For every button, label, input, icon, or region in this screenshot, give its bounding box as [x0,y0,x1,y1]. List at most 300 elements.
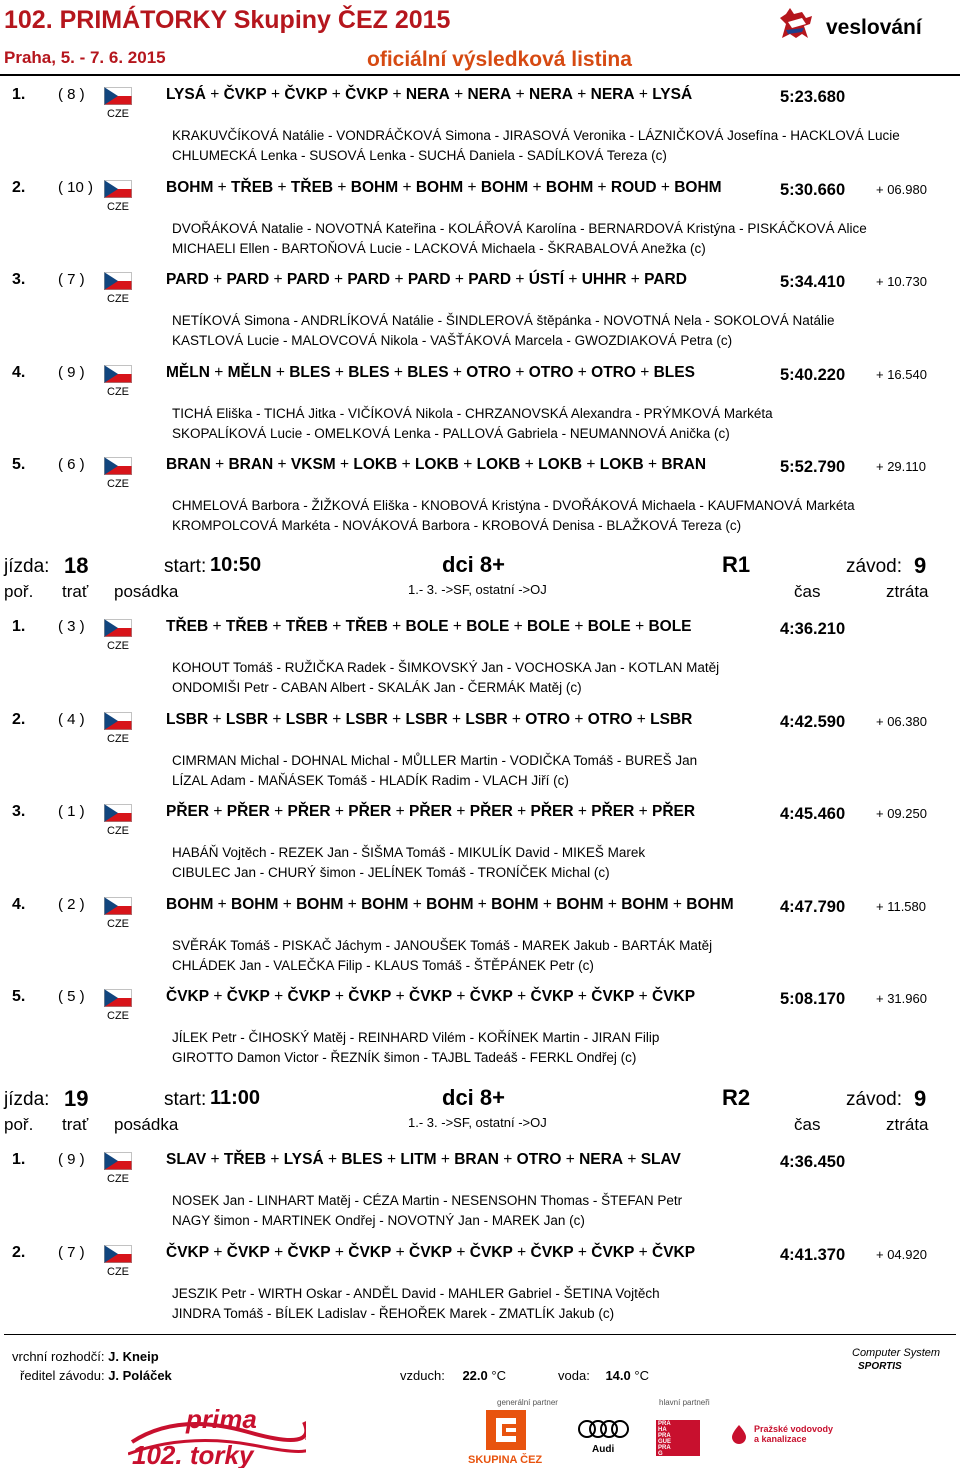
praha-logo-line: PRA [658,1433,671,1439]
main-partners-label: hlavní partneři [659,1398,710,1407]
crew-line-2: GIROTTO Damon Victor - ŘEZNÍK šimon - TAJBL Tadeáš - FERKL Ondřej (c) [172,1050,637,1065]
plus-sign: + [271,363,290,381]
club-code: LSBR [285,710,328,728]
czech-flag-icon [104,1245,132,1263]
plus-sign: + [213,895,232,913]
club-code: BOLE [587,618,631,635]
club-code: PARD [644,271,687,288]
club-code: ČVKP [591,988,635,1005]
crew-names [172,1028,659,1068]
club-code: PŘER [530,803,574,820]
club-code: BOHM [166,178,214,196]
plus-sign: + [635,363,654,381]
time-gap: + 16.540 [876,366,927,382]
col-position: poř. [4,1115,34,1134]
plus-sign: + [408,895,427,913]
plus-sign: + [573,988,592,1005]
lane: ( 5 ) [58,988,85,1005]
plus-sign: + [333,178,351,196]
plus-sign: + [512,803,531,820]
plus-sign: + [603,895,622,913]
result-row [0,803,960,895]
plus-sign: + [397,456,415,473]
result-row [0,1151,960,1243]
race-label: jízda: [4,556,50,577]
club-code: ČVKP [345,86,389,103]
sportis-logo: SPORTIS [858,1361,902,1372]
crew-line-1: KOHOUT Tomáš - RUŽIČKA Radek - ŠIMKOVSKÝ Jan - VOCHOSKA Jan - KOTLAN Matěj [172,660,720,675]
nation-code: CZE [107,385,129,398]
plus-sign: + [452,1243,470,1261]
plus-sign: + [634,988,652,1005]
rank: 1. [12,618,26,635]
crew-line-2: CHLUMECKÁ Lenka - SUSOVÁ Lenka - SUCHÁ Daniela - SADÍLKOVÁ Tereza (c) [172,148,667,163]
plus-sign: + [449,86,468,103]
nation-code: CZE [107,640,129,652]
plus-sign: + [389,363,408,381]
plus-sign: + [450,271,469,288]
air-temperature [400,1368,506,1383]
club-code: TŘEB [345,618,388,635]
club-code: ROUD [610,178,657,196]
club-list [166,988,695,1006]
club-code: PŘER [287,803,331,820]
czech-flag-icon [104,457,132,475]
time-gap: + 29.110 [876,459,927,474]
crew-line-1: NOSEK Jan - LINHART Matěj - CÉZA Martin - NESENSOHN Thomas - ŠTEFAN Petr [172,1193,683,1208]
start-label: start: [164,556,207,577]
plus-sign: + [520,456,539,473]
plus-sign: + [572,86,591,103]
result-row [0,364,960,456]
plus-sign: + [213,178,232,196]
plus-sign: + [630,618,649,635]
plus-sign: + [330,1243,349,1261]
club-code: LOKB [414,456,459,473]
club-list [166,618,692,636]
club-code: PŘER [166,803,210,820]
logo-text-bottom: 102. torky [132,1440,254,1468]
start-label: start: [164,1089,207,1110]
plus-sign: + [458,456,477,473]
col-time: čas [794,1115,821,1134]
plus-sign: + [208,710,226,728]
club-code: ČVKP [530,988,574,1005]
race-number: 19 [64,1086,89,1111]
plus-sign: + [327,618,346,635]
plus-sign: + [511,86,530,103]
club-code: PARD [226,271,270,288]
plus-sign: + [509,618,527,635]
plus-sign: + [656,178,675,196]
result-row [0,271,960,363]
club-code: ČVKP [223,86,267,103]
club-code: BOHM [545,178,594,196]
round-code: R1 [722,552,751,577]
plus-sign: + [626,271,645,288]
crew-line-1: SVĚRÁK Tomáš - PISKAČ Jáchym - JANOUŠEK Tomáš - MAREK Jakub - BARTÁK Matěj [172,937,713,953]
pvk-label: Pražské vodovody a kanalizace [754,1424,834,1444]
praha-logo-line: PRA [658,1445,671,1451]
plus-sign: + [507,710,526,728]
club-code: ČVKP [287,988,331,1005]
plus-sign: + [643,456,662,473]
result-row [0,711,960,803]
club-list [166,456,706,474]
race-label: jízda: [4,1089,50,1110]
crew-line-1: NETÍKOVÁ Simona - ANDRLÍKOVÁ Natálie - ŠINDLEROVÁ štěpánka - NOVOTNÁ Nela - SOKOLOVÁ Natálie [172,313,835,328]
club-code: ČVKP [652,1243,696,1261]
club-code: ÚSTÍ [528,271,565,288]
col-time: čas [794,582,821,601]
crew-line-2: NAGY šimon - MARTINEK Ondřej - NOVOTNÝ Jan - MAREK Jan (c) [172,1213,585,1228]
czech-flag-icon [104,180,132,198]
time-gap: + 11.580 [876,898,927,914]
club-code: LOKB [538,456,583,473]
nation-code: CZE [107,732,129,745]
rank: 3. [12,803,26,820]
club-code: MĚLN [227,363,272,381]
heat-19-header [0,1085,960,1135]
chief-judge-name: J. Kneip [108,1349,159,1364]
crew-names [172,404,773,444]
plus-sign: + [269,803,288,820]
plus-sign: + [205,86,224,103]
club-code: NERA [467,86,512,103]
plus-sign: + [634,803,652,820]
club-code: TŘEB [285,618,328,635]
plus-sign: + [570,710,588,728]
crew-line-2: KASTLOVÁ Lucie - MALOVCOVÁ Nikola - VAŠŤÁKOVÁ Marcela - GWOZDIAKOVÁ Petra (c) [172,333,733,348]
club-code: BOHM [231,895,279,913]
col-lane: trať [62,1115,89,1134]
club-code: ČVKP [409,988,453,1005]
czech-flag-icon [104,1152,132,1170]
czech-flag-icon [104,272,132,290]
plus-sign: + [387,710,406,728]
start-time: 11:00 [210,1087,261,1109]
time-gap: + 06.380 [876,713,927,729]
plus-sign: + [570,618,588,635]
plus-sign: + [209,988,227,1005]
crew-names [172,126,900,166]
plus-sign: + [390,271,408,288]
plus-sign: + [668,895,687,913]
club-code: TŘEB [223,1151,267,1168]
club-code: TŘEB [290,178,334,196]
club-code: BOLE [526,618,571,635]
finish-time: 4:45.460 [780,805,846,823]
plus-sign: + [463,178,481,196]
col-lane: trať [62,582,89,601]
crew-line-1: CHMELOVÁ Barbora - ŽIŽKOVÁ Eliška - KNOBOVÁ Kristýna - DVOŘÁKOVÁ Michaela - KAUFMANOVÁ Markéta [172,498,855,513]
crew-names [172,936,712,976]
club-list [166,86,692,104]
official-results-label: oficiální výsledková listina [367,48,632,71]
result-row [0,896,960,988]
crew-line-1: TICHÁ Eliška - TICHÁ Jitka - VIČÍKOVÁ Nikola - CHRZANOVSKÁ Alexandra - PRÝMKOVÁ Markéta [172,405,773,421]
plus-sign: + [269,988,288,1005]
club-code: PARD [347,271,391,288]
plus-sign: + [473,895,492,913]
race-director-label: ředitel závodu: [20,1368,105,1383]
result-row [0,456,960,548]
club-code: PŘER [226,803,270,820]
plus-sign: + [391,803,409,820]
boat-class: dci 8+ [442,552,505,577]
plus-sign: + [269,1243,288,1261]
page-title: 102. PRIMÁTORKY Skupiny ČEZ 2015 [4,6,451,34]
plus-sign: + [209,1243,227,1261]
rank: 1. [12,1151,26,1168]
club-code: BOHM [415,178,464,196]
club-code: BOHM [426,895,474,913]
praha-logo-line: GUE [658,1439,672,1445]
result-row [0,618,960,710]
crew-line-2: CIBULEC Jan - CHURÝ šimon - JELÍNEK Tomáš - TRONÍČEK Michal (c) [172,865,610,880]
plus-sign: + [561,1151,580,1168]
finish-time: 5:52.790 [780,458,846,476]
club-code: BOHM [686,895,734,913]
plus-sign: + [391,1243,409,1261]
plus-sign: + [327,86,346,103]
club-code: ČVKP [652,988,696,1005]
club-code: ČVKP [287,1243,331,1261]
crew-line-2: LÍZAL Adam - MAŇÁSEK Tomáš - HLADÍK Radim - VLACH Jiří (c) [172,772,569,788]
lane: ( 9 ) [58,1151,85,1168]
club-code: UHHR [581,271,627,288]
finish-time: 4:36.210 [780,620,846,638]
club-code: BOHM [491,895,539,913]
lane: ( 1 ) [58,803,85,820]
plus-sign: + [388,86,406,103]
club-code: BOHM [361,895,409,913]
lane: ( 7 ) [58,1243,85,1261]
round-code: R2 [722,1085,751,1110]
crew-line-1: JESZIK Petr - WIRTH Oskar - ANDĚL David - MAHLER Gabriel - ŠETINA Vojtěch [172,1285,660,1301]
plus-sign: + [387,618,406,635]
plus-sign: + [330,363,349,381]
praha-logo-line: PRA [658,1421,671,1427]
club-code: ČVKP [591,1243,635,1261]
nation-code: CZE [107,200,129,213]
club-code: PŘER [591,803,635,820]
club-code: PARD [407,271,451,288]
czech-flag-icon [104,897,132,915]
club-code: ČVKP [409,1243,453,1261]
lane: ( 9 ) [58,363,85,381]
club-list [166,803,695,821]
start-time: 10:50 [210,554,262,576]
general-partner-label: generální partner [497,1398,558,1407]
plus-sign: + [573,1243,592,1261]
club-code: BOLE [405,618,449,635]
plus-sign: + [634,1243,652,1261]
lane: ( 4 ) [58,710,85,728]
rank: 2. [12,710,26,728]
event-label: závod: [846,556,902,577]
result-row [0,1244,960,1336]
audi-rings-icon [577,1418,631,1440]
crew-names [172,1191,682,1231]
time-gap: + 10.730 [876,274,927,289]
club-code: TŘEB [166,618,209,635]
result-row [0,179,960,271]
result-row [0,988,960,1080]
crew-line-2: KROMPOLCOVÁ Markéta - NOVÁKOVÁ Barbora - KROBOVÁ Denisa - BLAŽKOVÁ Tereza (c) [172,518,742,533]
rank: 5. [12,988,26,1005]
nation-code: CZE [107,1265,129,1278]
finish-time: 4:41.370 [780,1245,846,1264]
club-list [166,1244,695,1262]
plus-sign: + [210,456,229,473]
lane: ( 10 ) [58,178,94,196]
rank: 4. [12,363,26,381]
club-code: ČVKP [226,988,270,1005]
plus-sign: + [327,710,346,728]
plus-sign: + [335,456,354,473]
club-code: BOLE [648,618,692,635]
crew-line-2: JINDRA Tomáš - BÍLEK Ladislav - ŘEHOŘEK Marek - ZMATLÍK Jakub (c) [172,1305,615,1321]
club-code: BLES [289,363,331,381]
plus-sign: + [209,363,228,381]
finish-time: 5:34.410 [780,273,846,291]
club-code: BOHM [674,178,722,196]
club-code: PŘER [348,803,392,820]
club-list [166,711,692,729]
col-position: poř. [4,582,34,601]
plus-sign: + [582,456,600,473]
cez-logo-icon [486,1410,526,1450]
lane: ( 2 ) [58,895,85,913]
club-code: ČVKP [284,86,328,103]
club-code: BOLE [466,618,510,635]
club-list [166,364,695,382]
club-code: PŘER [409,803,453,820]
nation-code: CZE [107,825,129,837]
club-code: BOHM [296,895,344,913]
praha-logo-line: HA [658,1427,667,1433]
plus-sign: + [382,1151,401,1168]
rank: 5. [12,456,26,473]
plus-sign: + [498,1151,517,1168]
plus-sign: + [511,363,529,381]
club-code: VKSM [290,456,336,473]
sponsor-strip [0,1396,960,1472]
col-gap: ztráta [886,582,929,601]
club-code: BRAN [228,456,274,473]
praha-logo [656,1420,700,1456]
chief-judge-label: vrchní rozhodčí: [12,1349,105,1364]
col-gap: ztráta [886,1115,929,1134]
club-code: TŘEB [231,178,274,196]
crew-names [172,219,867,259]
club-code: OTRO [516,1151,562,1168]
club-code: PARD [468,271,512,288]
col-crew: posádka [114,1115,179,1134]
air-unit: °C [491,1368,506,1383]
rank: 2. [12,1243,26,1261]
plus-sign: + [632,710,651,728]
event-number: 9 [914,1086,927,1111]
club-code: NERA [579,1151,624,1168]
crew-names [172,1284,660,1324]
czech-flag-icon [104,619,132,637]
club-list [166,179,722,197]
nation-code: CZE [107,917,129,930]
finish-time: 5:23.680 [780,88,846,106]
club-list [166,271,687,289]
plus-sign: + [206,1151,224,1168]
club-code: BRAN [454,1151,499,1168]
club-code: BLES [407,363,449,381]
water-temperature [558,1368,649,1383]
rank: 1. [12,86,26,103]
crew-names [172,311,834,351]
time-gap: + 31.960 [876,991,927,1006]
progression-rule: 1.- 3. ->SF, ostatní ->OJ [408,1115,547,1130]
czech-flag-icon [104,365,132,383]
time-gap: + 06.980 [876,181,927,197]
primatorky-logo [128,1402,306,1468]
race-director [20,1368,172,1383]
pvk-drop-icon [728,1423,750,1445]
club-code: LOKB [599,456,644,473]
club-code: LSBR [225,710,269,728]
col-crew: posádka [114,582,179,601]
club-code: PŘER [469,803,513,820]
club-code: ČVKP [348,988,392,1005]
club-code: ČVKP [226,1243,270,1261]
club-code: ČVKP [166,988,210,1005]
race-director-name: J. Poláček [108,1368,172,1383]
footer-divider [4,1334,956,1335]
club-code: ČVKP [530,1243,574,1261]
crew-line-1: KRAKUVČÍKOVÁ Natálie - VONDRÁČKOVÁ Simona - JIRASOVÁ Veronika - LÁZNIČKOVÁ Josefína - HACKLOVÁ Lucie [172,128,900,143]
plus-sign: + [448,618,467,635]
club-code: MĚLN [166,363,210,381]
lion-emblem-icon [772,4,820,44]
club-code: SLAV [640,1151,681,1168]
club-list [166,896,734,914]
club-code: OTRO [466,363,512,381]
club-code: LYSÁ [166,86,206,103]
plus-sign: + [268,710,286,728]
plus-sign: + [623,1151,641,1168]
plus-sign: + [448,363,467,381]
plus-sign: + [573,803,592,820]
finish-time: 4:36.450 [780,1153,846,1171]
club-code: LYSÁ [283,1151,324,1168]
czech-flag-icon [104,804,132,822]
club-list [166,1151,681,1169]
plus-sign: + [511,271,529,288]
plus-sign: + [329,271,348,288]
rank: 4. [12,895,26,913]
rank: 3. [12,271,26,288]
club-code: ČVKP [469,988,513,1005]
lane: ( 7 ) [58,271,85,288]
time-gap: + 04.920 [876,1246,927,1262]
plus-sign: + [330,988,349,1005]
crew-line-1: JÍLEK Petr - ČIHOSKÝ Matěj - REINHARD Vilém - KOŘÍNEK Martin - JIRAN Filip [172,1030,660,1045]
club-code: NERA [590,86,635,103]
club-code: OTRO [591,363,636,381]
club-code: LSBR [650,710,693,728]
plus-sign: + [593,178,611,196]
nation-code: CZE [107,478,129,490]
place-date: Praha, 5. - 7. 6. 2015 [4,48,166,67]
